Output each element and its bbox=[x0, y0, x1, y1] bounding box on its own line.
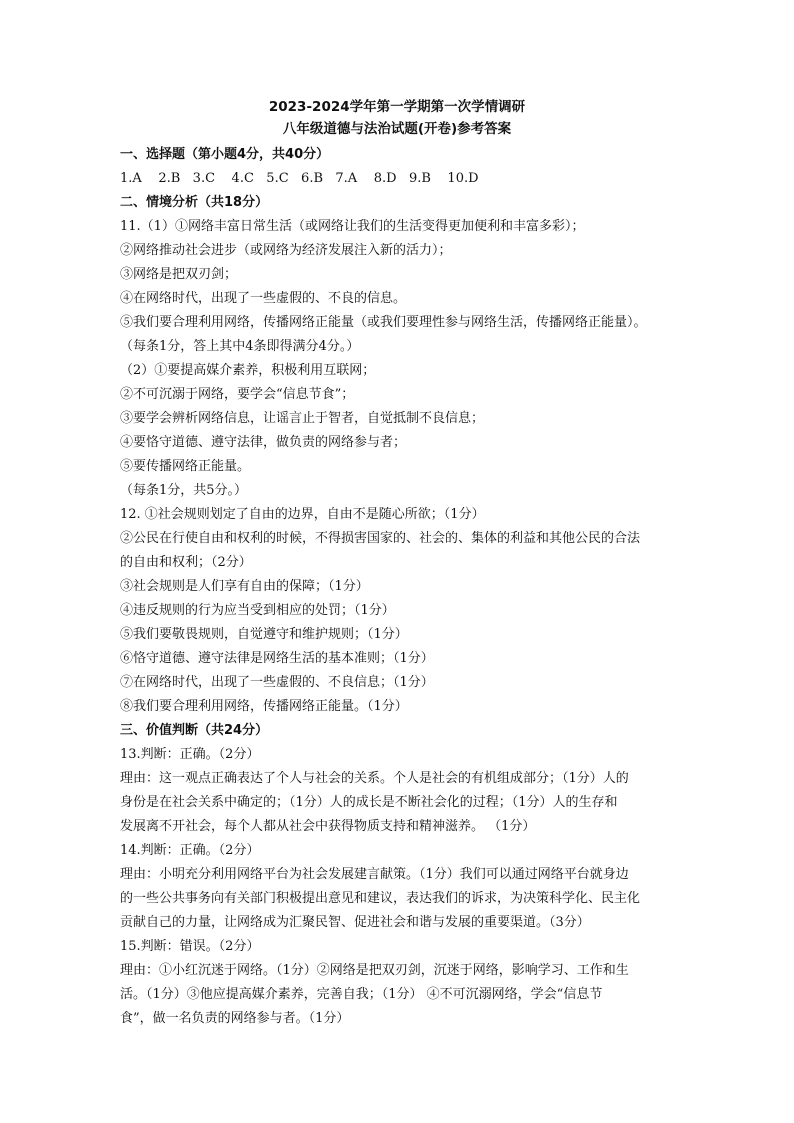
answer-line: ②不可沉溺于网络，要学会“信息节食”； bbox=[120, 387, 355, 402]
answer-line: ②公民在行使自由和权利的时候，不得损害国家的、社会的、集体的利益和其他公民的合法 bbox=[120, 531, 641, 546]
answer-line: ⑥恪守道德、遵守法律是网络生活的基本准则；（1分） bbox=[120, 651, 434, 666]
answer-line: （每条1分，答上其中4条即得满分4分。） bbox=[120, 339, 360, 354]
answer-line: 13.判断：正确。（2分） bbox=[120, 747, 260, 762]
answer-line: ③社会规则是人们享有自由的保障；（1分） bbox=[120, 579, 369, 594]
answer-line: 身份是在社会关系中确定的；（1分）人的成长是不断社会化的过程；（1分）人的生存和 bbox=[120, 795, 618, 810]
answer-line: ④在网络时代，出现了一些虚假的、不良的信息。 bbox=[120, 291, 407, 306]
answer-line: 11.（1）①网络丰富日常生活（或网络让我们的生活变得更加便利和丰富多彩）； bbox=[120, 219, 585, 234]
answer-line: 1.A 2.B 3.C 4.C 5.C 6.B 7.A 8.D 9.B 10.D bbox=[120, 171, 479, 186]
answer-line: （每条1分，共5分。） bbox=[120, 483, 248, 498]
answer-line: 的自由和权利；（2分） bbox=[120, 555, 252, 570]
section-heading: 一、选择题（第小题4分，共40分） bbox=[120, 147, 330, 162]
answer-line: ⑤我们要合理利用网络，传播网络正能量（或我们要理性参与网络生活，传播网络正能量）。 bbox=[120, 315, 647, 330]
section-heading: 二、情境分析（共18分） bbox=[120, 195, 269, 210]
answer-line: 食”，做一名负责的网络参与者。（1分） bbox=[120, 1011, 350, 1026]
answer-line: ⑧我们要合理利用网络，传播网络正能量。（1分） bbox=[120, 699, 408, 714]
answer-line: 理由：小明充分利用网络平台为社会发展建言献策。（1分）我们可以通过网络平台就身边 bbox=[120, 867, 629, 882]
answer-line: 的一些公共事务向有关部门积极提出意见和建议，表达我们的诉求，为决策科学化、民主化 bbox=[120, 891, 641, 906]
answer-line: ③要学会辨析网络信息，让谣言止于智者，自觉抵制不良信息； bbox=[120, 411, 485, 426]
answer-body bbox=[120, 143, 680, 1031]
answer-line: ⑤我们要敬畏规则，自觉遵守和维护规则；（1分） bbox=[120, 627, 408, 642]
answer-line: 理由：这一观点正确表达了个人与社会的关系。个人是社会的有机组成部分；（1分）人的 bbox=[120, 771, 629, 786]
answer-line: ④要恪守道德、遵守法律，做负责的网络参与者； bbox=[120, 435, 407, 450]
section-heading: 三、价值判断（共24分） bbox=[120, 723, 269, 738]
answer-line: ④违反规则的行为应当受到相应的处罚；（1分） bbox=[120, 603, 395, 618]
document-title: 2023-2024学年第一学期第一次学情调研 bbox=[268, 99, 526, 115]
answer-line: 贡献自己的力量，让网络成为汇聚民智、促进社会和谐与发展的重要渠道。（3分） bbox=[120, 915, 590, 930]
answer-line: 发展离不开社会，每个人都从社会中获得物质支持和精神滋养。 （1分） bbox=[120, 819, 536, 834]
answer-line: ⑤要传播网络正能量。 bbox=[120, 459, 251, 474]
document-subtitle: 八年级道德与法治试题(开卷)参考答案 bbox=[282, 121, 512, 137]
answer-line: 活。（1分）③他应提高媒介素养，完善自我；（1分） ④不可沉溺网络，学会“信息节 bbox=[120, 987, 603, 1002]
answer-line: 15.判断：错误。（2分） bbox=[120, 939, 260, 954]
answer-line: ③网络是把双刃剑； bbox=[120, 267, 238, 282]
answer-line: ⑦在网络时代，出现了一些虚假的、不良信息；（1分） bbox=[120, 675, 434, 690]
answer-line: 理由：①小红沉迷于网络。（1分）②网络是把双刃剑，沉迷于网络，影响学习、工作和生 bbox=[120, 963, 629, 978]
answer-line: 14.判断：正确。（2分） bbox=[120, 843, 260, 858]
answer-line: （2）①要提高媒介素养，积极利用互联网； bbox=[120, 363, 376, 378]
answer-line: 12. ①社会规则划定了自由的边界，自由不是随心所欲；（1分） bbox=[120, 507, 485, 522]
answer-line: ②网络推动社会进步（或网络为经济发展注入新的活力）； bbox=[120, 243, 452, 258]
